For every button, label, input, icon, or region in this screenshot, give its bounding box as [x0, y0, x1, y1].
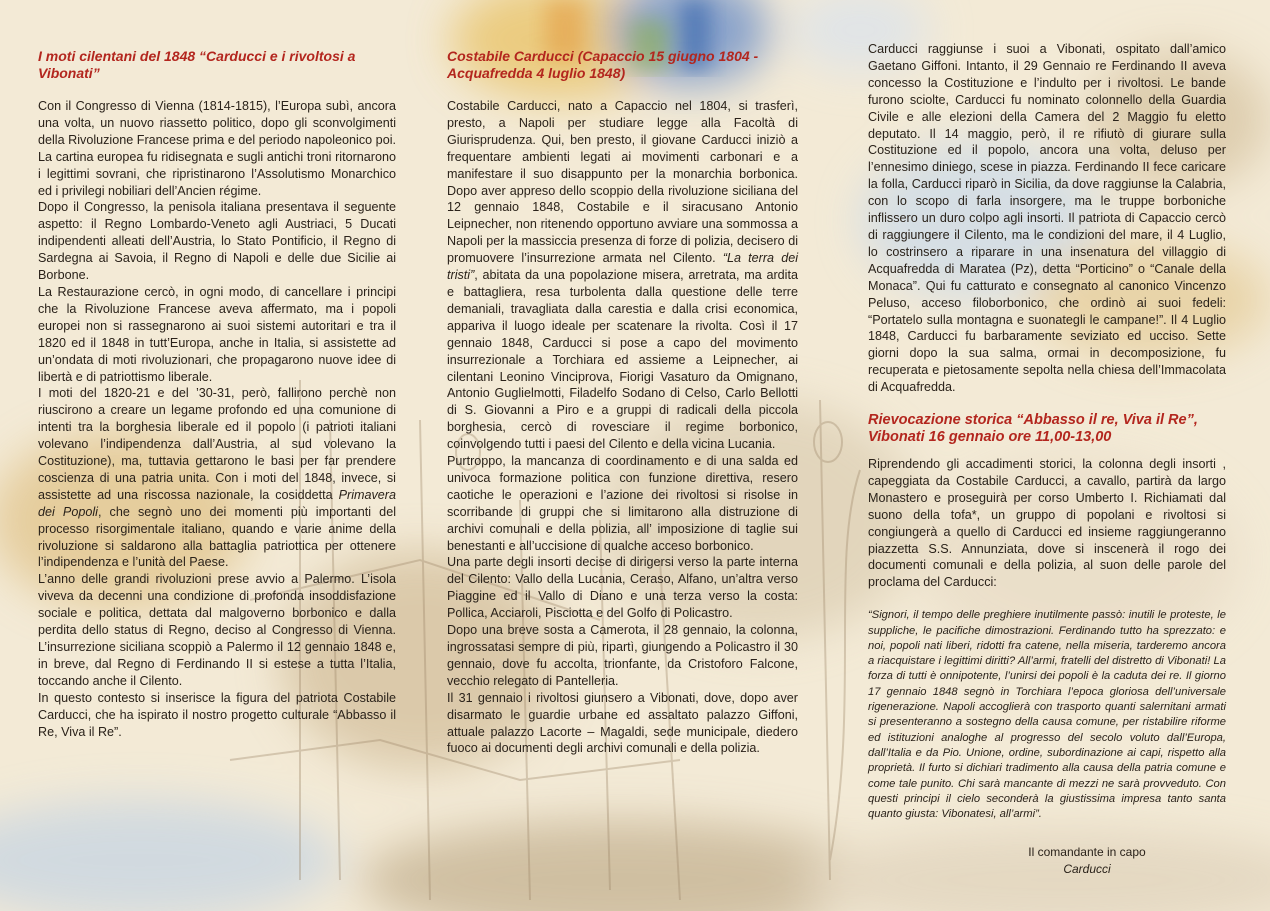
column-right [868, 41, 1226, 878]
paragraph: La Restaurazione cercò, in ogni modo, di cancellare i principi che la Rivoluzione Francese aveva affermato, ma i popoli europei non si rassegnarono ai suoi sistemi autoritari e tra il 1820 ed il 1848 in tutt’Europa, anche in Italia, si assistette ad un’ondata di moti rivoluzionari, che propagarono nuove idee di libertà e di patriottismo liberale. [38, 284, 396, 384]
paragraph [38, 385, 396, 571]
paragraph: Il 31 gennaio i rivoltosi giunsero a Vibonati, dove, dopo aver disarmato le guardie urbane ed assaltato palazzo Giffoni, attuale palazzo Lacorte – Magaldi, sede municipale, diedero fuoco ai documenti degli archivi comunali e della polizia. [447, 690, 798, 756]
paragraph: Dopo una breve sosta a Camerota, il 28 gennaio, la colonna, ingrossatasi sempre di più, ripartì, giungendo a Policastro il 30 gennaio, dove fu accolta, trionfante, da Cristoforo Falcone, vecchio relegato di Pantelleria. [447, 623, 798, 688]
paragraph [447, 98, 798, 453]
paragraph: Una parte degli insorti decise di dirigersi verso la parte interna del Cilento: Vallo della Lucania, Ceraso, Alfano, un’altra verso Piaggine ed il Vallo di Diano e una terza verso la costa: Pollica, Acciaroli, Pisciotta e del Golfo di Policastro. [447, 555, 798, 621]
paragraph: Purtroppo, la mancanza di coordinamento e di una salda ed univoca formazione politica con funzione direttiva, resero caotiche le operazioni e l’azione dei rivoltosi si risolse in scorribande di gruppi che si limitarono alla distruzione di archivi comunali e della polizia, all’ imposizione di taglie sui benestanti e all’uccisione di qualche acceso borbonico. [447, 454, 798, 553]
paragraph: Carducci raggiunse i suoi a Vibonati, ospitato dall’amico Gaetano Giffoni. Intanto, il 29 Gennaio re Ferdinando II aveva concesso la Costituzione e l’indulto per i rivoltosi. Le bande furono sciolte, Carducci fu nominato colonnello della Guardia Civile e alle elezioni della Camera del 2 Maggio fu eletto deputato. Il 14 maggio, però, il re rifiutò di giurare sulla Costituzione ed il popolo, ancora una volta, deluso per l’ennesimo diniego, scese in piazza. Ferdinando II fece caricare la folla, Carducci riparò in Sicilia, da dove raggiunse la Calabria, con lo scopo di farla insorgere, ma le truppe borboniche inflissero un duro colpo agli insorti. Il patriota di Capaccio cercò di raggiungere il Cilento, ma le condizioni del mare, il 4 Luglio, lo costrinsero a riparare in una insenatura del villaggio di Acquafredda di Maratea (Pz), detta “Porticino” o “Canale della Monaca”. Qui fu catturato e consegnato al canonico Vincenzo Peluso, acceso filoborbonico, che ordinò ai suoi fedeli: “Portatelo sulla montagna e suonategli le campane!”. Il 4 Luglio 1848, Carducci fu barbaramente seviziato ed ucciso. Sette giorni dopo la sua salma, ormai in decomposizione, fu recuperata e pietosamente sepolta nella chiesa dell’Immacolata di Acquafredda. [868, 42, 1226, 395]
column-left [38, 48, 396, 740]
text-run: , che segnò uno dei momenti più importanti del processo risorgimentale italiano, quando e varie anime della rivoluzione si saldarono alla battaglia patriottica per ottenere l’indipendenza e l’unità del Paese. [38, 504, 396, 570]
text-run: , abitata da una popolazione misera, arretrata, ma ardita e battagliera, resa turbolenta dalla questione delle terre demaniali, travagliata dalla carestia e dalla crisi economica, appariva il luogo ideale per scatenare la rivolta. Così il 17 gennaio 1848, Carducci si pose a capo del movimento insurrezionale a Torchiara ed assieme a Leipnecher, ai cilentani Leonino Vinciprova, Fiorigi Vasaturo da Omignano, Antonio Guglielmotti, Filadelfo Sodano di Celso, Carlo Bellotti di S. Giovanni a Piro e a gruppi di radicali della piccola borghesia, cercò di rovesciare il regime borbonico, coinvolgendo tutti i paesi del Cilento e della vicina Lucania. [447, 268, 798, 452]
italic-phrase: “La terra dei tristi” [447, 251, 798, 283]
italic-phrase: Primavera dei Popoli [38, 487, 396, 519]
section-title: Costabile Carducci (Capaccio 15 giugno 1804 - Acquafredda 4 luglio 1848) [447, 48, 759, 81]
paragraph: Riprendendo gli accadimenti storici, la colonna degli insorti , capeggiata da Costabile Carducci, a cavallo, partirà da largo Monastero e proseguirà per corso Umberto I. Richiamati dal suono della tofa*, un gruppo di popolani e rivoltosi si congiungerà a quello di Carducci ed insieme raggiungeranno piazzetta S.S. Annunziata, dove si inscenerà il rogo dei documenti comunali e della polizia, al suon delle parole del proclama del Carducci: [868, 457, 1226, 590]
text-run: I moti del 1820-21 e del ’30-31, però, fallirono perchè non riuscirono a creare un legame profondo ed una comunione di intenti tra la borghesia liberale ed il popolo (i patrioti italiani volevano l’indipendenza dall’Austria, al sud volevano la Costituzione), ma, tuttavia gettarono le basi per far prendere coscienza di una patria unita. Con i moti del 1848, invece, si assistette ad una riscossa nazionale, la cosiddetta [38, 386, 396, 502]
paragraph: L’anno delle grandi rivoluzioni prese avvio a Palermo. L’isola viveva da decenni una condizione di profonda insoddisfazione sociale e politica, dettata dal malgoverno borbonico e dalla perdita dello status di Regno, deciso al Congresso di Vienna. L’insurrezione siciliana scoppiò a Palermo il 12 gennaio 1848 e, in breve, dal Regno di Ferdinando II si estese a tutta l’Italia, toccando anche il Cilento. [38, 572, 396, 688]
signature [868, 844, 1226, 878]
text-run: Costabile Carducci, nato a Capaccio nel 1804, si trasferì, presto, a Napoli per studiare legge alla Facoltà di Giurisprudenza. Qui, ben presto, il giovane Carducci iniziò a frequentare ambienti legati ai movimenti carbonari e a manifestare il suo disappunto per la monarchia borbonica. Dopo aver appreso dello scoppio della rivoluzione siciliana del 12 gennaio 1848, Costabile e il siracusano Antonio Leipnecher, non ritenendo opportuno avviare una sommossa a Napoli per la massiccia presenza di forze di polizia, decisero di promuovere l’insurrezione armata nel Cilento. [447, 99, 798, 266]
signature-name: Carducci [1063, 862, 1111, 877]
column-middle [447, 48, 798, 757]
article-title: I moti cilentani del 1848 “Carducci e i rivoltosi a Vibonati” [38, 48, 356, 81]
signature-role: Il comandante in capo [1028, 845, 1146, 860]
paragraph: Con il Congresso di Vienna (1814-1815), l’Europa subì, ancora una volta, un nuovo riassetto politico, dopo gli sconvolgimenti della Rivoluzione Francese prima e del periodo napoleonico poi. La cartina europea fu ridisegnata e sugli antichi troni ritornarono i legittimi sovrani, che ripristinarono l’Assolutismo Monarchico ed i privilegi nobiliari dell’Ancien régime. [38, 99, 396, 198]
paragraph: Dopo il Congresso, la penisola italiana presentava il seguente aspetto: il Regno Lombardo-Veneto agli Austriaci, 5 Ducati indipendenti alleati dell’Austria, lo Stato Pontificio, il Regno di Sardegna ai Savoia, il Regno di Napoli e delle due Sicilie ai Borbone. [38, 200, 396, 283]
paragraph: In questo contesto si inserisce la figura del patriota Costabile Carducci, che ha ispirato il nostro progetto culturale “Abbasso il Re, Viva il Re”. [38, 690, 396, 739]
proclamation-quote: “Signori, il tempo delle preghiere inutilmente passò: inutili le proteste, le suppliche, le pacifiche dimostrazioni. Ferdinando tutto ha sprezzato: e noi, popoli nati liberi, ridotti fra catene, nella miseria, tarderemo ancora a riacquistare i legittimi diritti? All’armi, fratelli del distretto di Vibonati! La forza di tutti è onnipotente, l’unirsi dei popoli è la caduta dei re. Il giorno 17 gennaio 1848 segnò in Torchiara l’epoca gloriosa dell’universale rigenerazione. Napoli accoglierà con trasporto quanti salernitani armati si presenteranno a sostegno della causa comune, per ristabilire riforme ed istituzioni analoghe al progresso del secolo voluto dall’Europa, dall’Italia e da Pio. Unione, ordine, subordinazione ai capi, rispetto alla proprietà. Il furto si dichiari tradimento alla causa della patria comune e come tale punito. Chi sarà mancante di mezzi ne sarà provveduto. Con questi principi il cielo seconderà la giustissima impresa tanto santa quanto giusta: Vibonatesi, all’armi”. [868, 609, 1226, 821]
event-title: Rievocazione storica “Abbasso il re, Viva il Re”, Vibonati 16 gennaio ore 11,00-13,00 [868, 412, 1198, 446]
